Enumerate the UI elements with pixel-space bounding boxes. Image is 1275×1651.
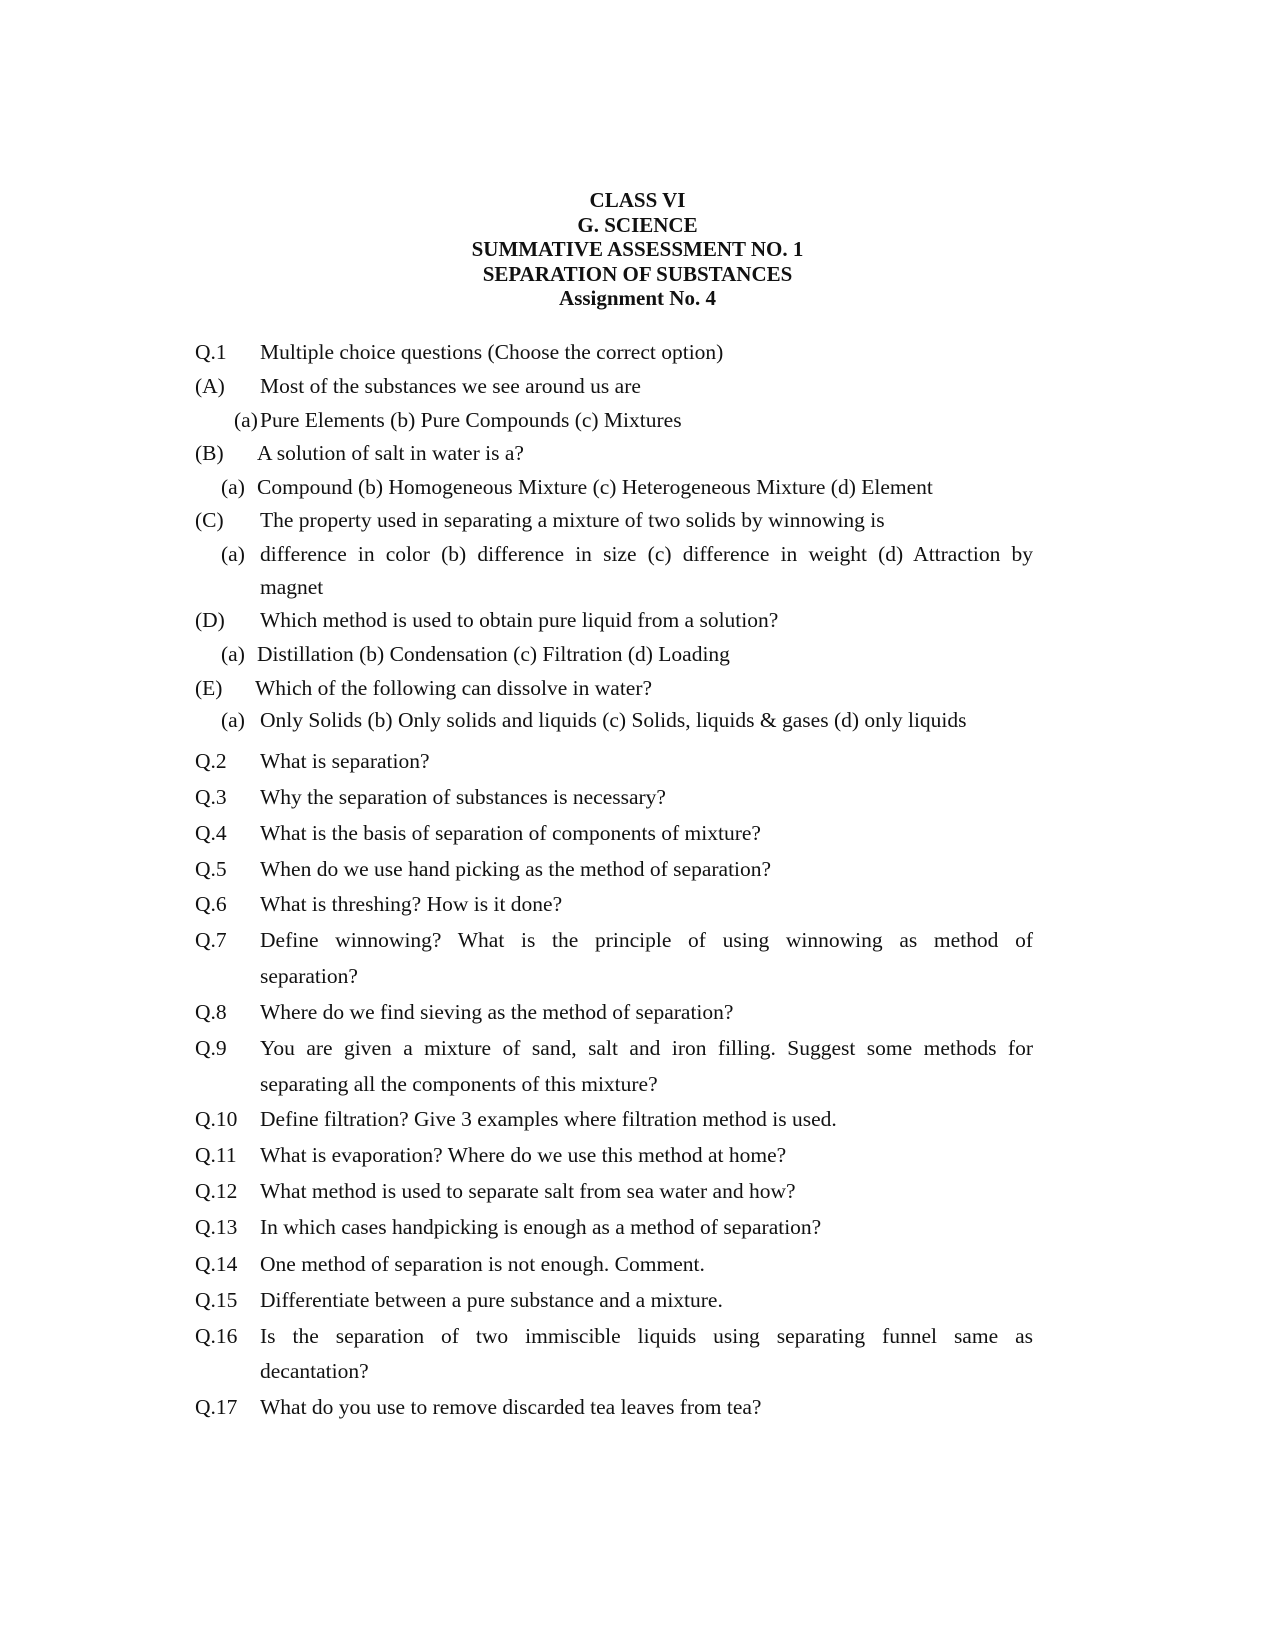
question-label: Q.17 [195,1395,238,1419]
question-text: What is the basis of separation of components of mixture? [260,821,761,845]
option-label: (a) [221,475,245,499]
assignment-title: Assignment No. 4 [559,286,716,311]
question-text: Define winnowing? What is the principle of using winnowing as method of [260,928,1033,952]
mcq-label: (A) [195,374,225,398]
question-label: Q.3 [195,785,227,809]
question-text: What is evaporation? Where do we use this method at home? [260,1143,787,1167]
question-text: One method of separation is not enough. Comment. [260,1252,705,1276]
question-text: Why the separation of substances is necessary? [260,785,666,809]
mcq-text: A solution of salt in water is a? [257,441,524,465]
mcq-label: (E) [195,676,223,700]
mcq-label: (B) [195,441,224,465]
options-text: Only Solids (b) Only solids and liquids (c) Solids, liquids & gases (d) only liquids [260,708,967,732]
question-text: Define filtration? Give 3 examples where filtration method is used. [260,1107,837,1131]
question-label: Q.1 [195,340,227,364]
topic-title: SEPARATION OF SUBSTANCES [482,261,793,286]
option-label: (a) [221,542,245,566]
option-label: (a) [221,708,245,732]
question-label: Q.8 [195,1000,227,1024]
subject-title: G. SCIENCE [577,212,698,237]
mcq-label: (C) [195,508,224,532]
question-text: decantation? [260,1359,369,1383]
question-text: Is the separation of two immiscible liquids using separating funnel same as [260,1324,1033,1348]
options-text: magnet [260,575,324,599]
options-text: Pure Elements (b) Pure Compounds (c) Mixtures [260,408,682,432]
question-text: You are given a mixture of sand, salt and iron filling. Suggest some methods for [260,1036,1033,1060]
mcq-text: Which method is used to obtain pure liquid from a solution? [260,608,779,632]
assessment-title: SUMMATIVE ASSESSMENT NO. 1 [471,237,804,262]
question-label: Q.13 [195,1215,238,1239]
question-label: Q.12 [195,1179,238,1203]
mcq-text: The property used in separating a mixture of two solids by winnowing is [260,508,885,532]
question-label: Q.10 [195,1107,238,1131]
question-label: Q.15 [195,1288,238,1312]
option-label: (a) [221,642,245,666]
option-label: (a) [234,408,258,432]
question-label: Q.16 [195,1324,238,1348]
question-text: What is threshing? How is it done? [260,892,563,916]
class-title: CLASS VI [589,188,686,212]
options-text: difference in color (b) difference in size (c) difference in weight (d) Attraction by [260,542,1033,566]
question-text: When do we use hand picking as the method of separation? [260,857,772,881]
question-text: separation? [260,964,358,988]
question-label: Q.4 [195,821,227,845]
options-text: Compound (b) Homogeneous Mixture (c) Heterogeneous Mixture (d) Element [257,475,933,499]
question-label: Q.9 [195,1036,227,1060]
question-text: In which cases handpicking is enough as a method of separation? [260,1215,822,1239]
mcq-text: Which of the following can dissolve in water? [255,676,653,700]
question-label: Q.14 [195,1252,238,1276]
question-text: Differentiate between a pure substance and a mixture. [260,1288,723,1312]
options-text: Distillation (b) Condensation (c) Filtration (d) Loading [257,642,730,666]
question-text: What do you use to remove discarded tea leaves from tea? [260,1395,762,1419]
question-label: Q.2 [195,749,227,773]
question-label: Q.6 [195,892,227,916]
question-text: What is separation? [260,749,430,773]
question-text: Multiple choice questions (Choose the correct option) [260,340,724,364]
question-text: separating all the components of this mixture? [260,1072,658,1096]
mcq-label: (D) [195,608,225,632]
question-label: Q.5 [195,857,227,881]
mcq-text: Most of the substances we see around us are [260,374,641,398]
question-text: What method is used to separate salt from sea water and how? [260,1179,796,1203]
question-label: Q.7 [195,928,227,952]
question-text: Where do we find sieving as the method of separation? [260,1000,734,1024]
question-label: Q.11 [195,1143,237,1167]
document-header [0,188,1275,311]
